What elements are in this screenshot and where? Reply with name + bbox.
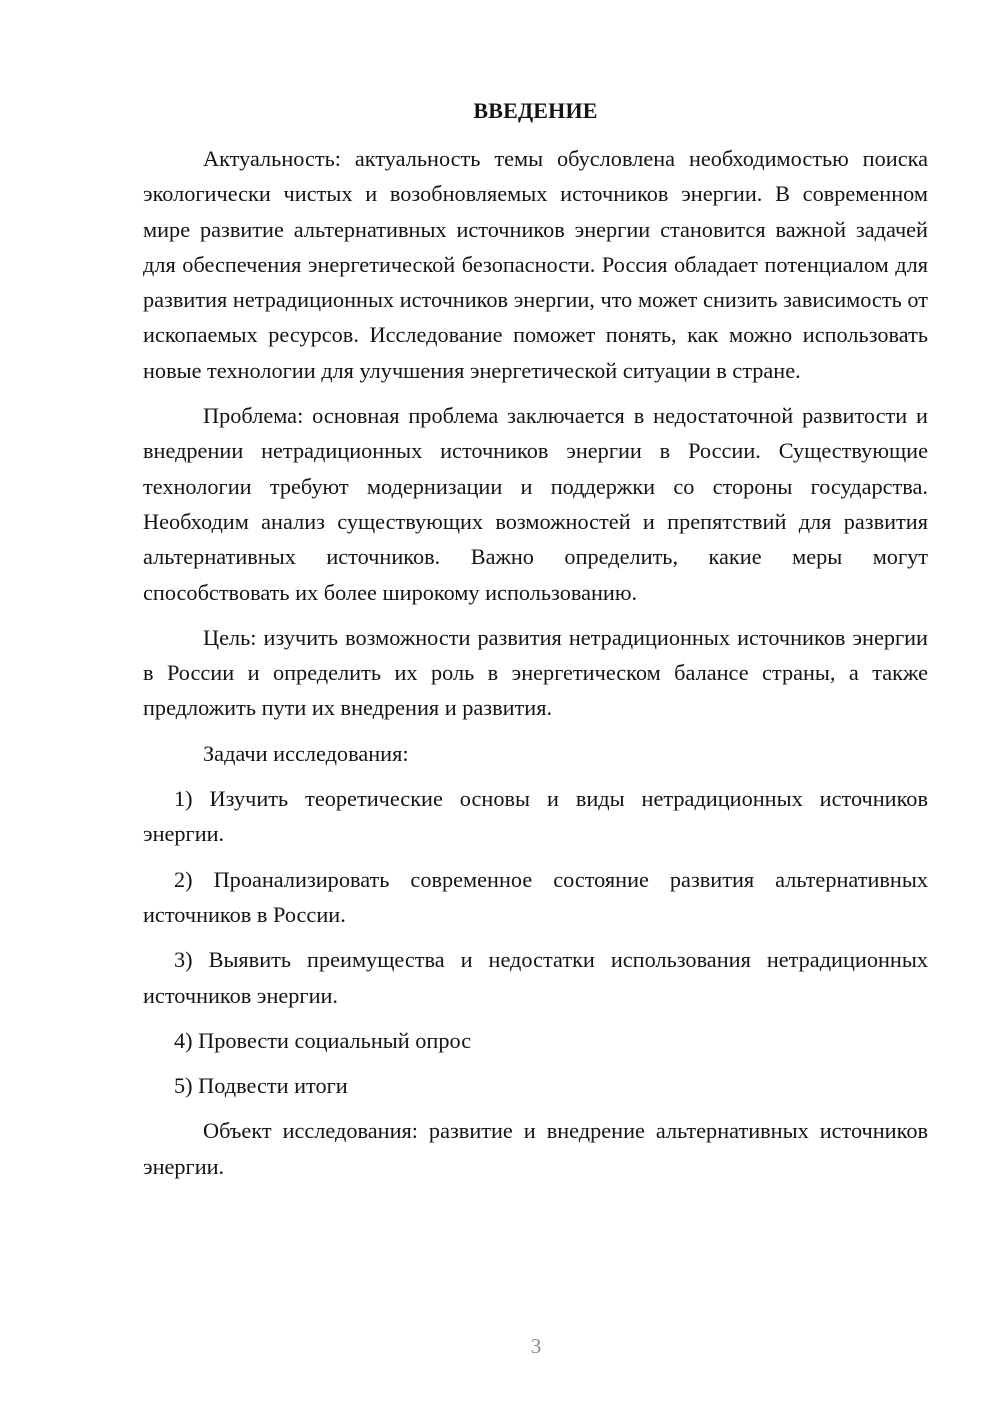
body-text <box>143 141 928 1184</box>
task-item-2: 2) Проанализировать современное состояние развития альтернативных источников в России. <box>143 866 928 927</box>
task-item-1: 1) Изучить теоретические основы и виды нетрадиционных источников энергии. <box>143 786 928 847</box>
paragraph-problem: Проблема: основная проблема заключается в недостаточной развитости и внедрении нетрадиционных источников энергии в России. Существующие технологии требуют модернизации и поддержки со стороны государства. Необходим анализ существующих возможностей и препятствий для развития альтернативных источников. Важно определить, какие меры могут способствовать их более широкому использованию. <box>143 403 928 605</box>
task-item-5: 5) Подвести итоги <box>174 1073 348 1099</box>
page-number: 3 <box>530 1334 542 1358</box>
section-heading: ВВЕДЕНИЕ <box>473 98 598 123</box>
task-item-4: 4) Провести социальный опрос <box>174 1027 472 1053</box>
paragraph-tasks-heading: Задачи исследования: <box>203 740 409 766</box>
paragraph-goal: Цель: изучить возможности развития нетрадиционных источников энергии в России и определить их роль в энергетическом балансе страны, а также предложить пути их внедрения и развития. <box>143 624 928 721</box>
paragraph-relevance: Актуальность: актуальность темы обусловлена необходимостью поиска экологически чистых и возобновляемых источников энергии. В современном мире развитие альтернативных источников энергии становится важной задачей для обеспечения энергетической безопасности. Россия обладает потенциалом для развития нетрадиционных источников энергии, что может снизить зависимость от ископаемых ресурсов. Исследование поможет понять, как можно использовать новые технологии для улучшения энергетической ситуации в стране. <box>143 146 928 383</box>
task-item-3: 3) Выявить преимущества и недостатки использования нетрадиционных источников энергии. <box>143 947 928 1008</box>
paragraph-object: Объект исследования: развитие и внедрение альтернативных источников энергии. <box>143 1118 928 1179</box>
